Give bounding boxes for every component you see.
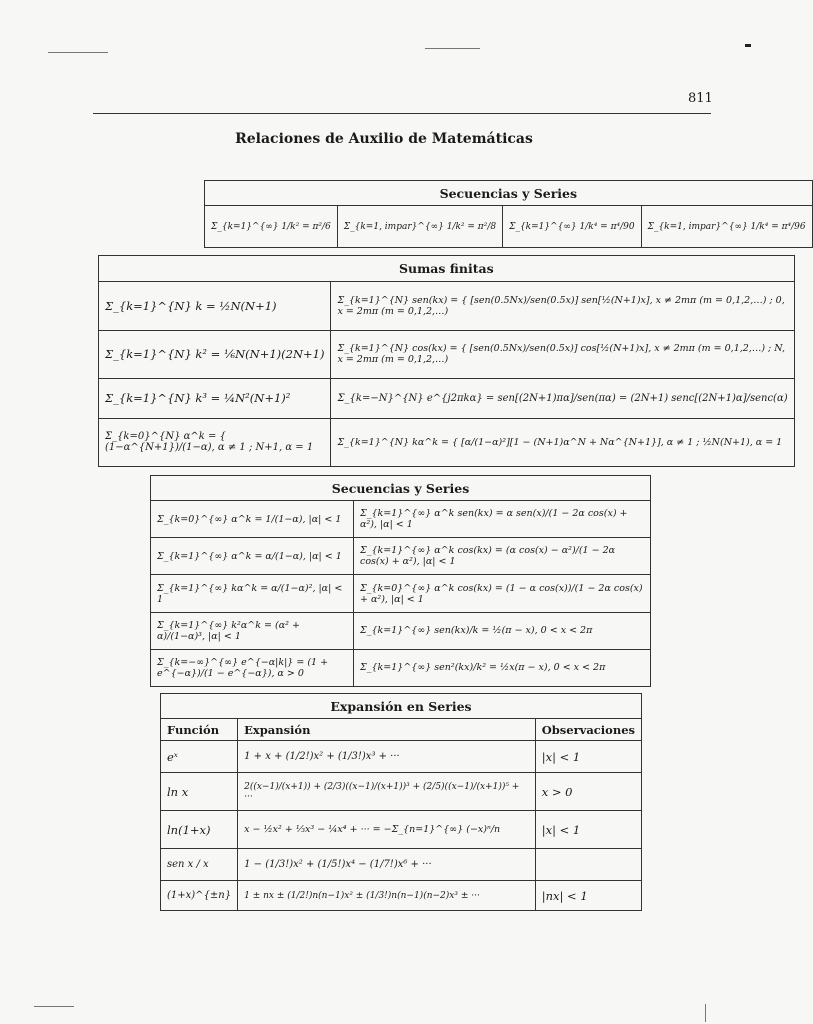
page-number: 811 [688, 91, 713, 106]
formula-cell: Σ_{k=1, impar}^{∞} 1/k² = π²/8 [337, 206, 502, 248]
formula-cell: Σ_{k=1}^{N} k = ½N(N+1) [99, 282, 331, 330]
formula-cell: Σ_{k=1}^{∞} 1/k⁴ = π⁴/90 [503, 206, 641, 248]
formula-cell: Σ_{k=1}^{∞} α^k sen(kx) = α sen(x)/(1 − 2α cos(x) + α²), |α| < 1 [354, 501, 651, 538]
table-series-expansion [160, 693, 642, 911]
expansion-cell: 1 + x + (1/2!)x² + (1/3!)x³ + ··· [238, 741, 536, 773]
expansion-cell: x − ½x² + ⅓x³ − ¼x⁴ + ··· = −Σ_{n=1}^{∞} (−x)ⁿ/n [238, 811, 536, 849]
formula-cell: Σ_{k=1}^{N} kα^k = { [α/(1−α)²][1 − (N+1)α^N + Nα^{N+1}], α ≠ 1 ; ½N(N+1), α = 1 [331, 418, 794, 466]
function-cell: ln x [161, 773, 238, 811]
table-caption: Expansión en Series [161, 694, 642, 719]
formula-cell: Σ_{k=1}^{∞} α^k = α/(1−α), |α| < 1 [151, 538, 354, 575]
formula-cell: Σ_{k=1}^{∞} 1/k² = π²/6 [205, 206, 338, 248]
formula-cell: Σ_{k=0}^{∞} α^k cos(kx) = (1 − α cos(x))/(1 − 2α cos(x) + α²), |α| < 1 [354, 575, 651, 612]
expansion-cell: 1 ± nx ± (1/2!)n(n−1)x² ± (1/3!)n(n−1)(n−2)x³ ± ··· [238, 881, 536, 911]
column-header-expansion: Expansión [238, 719, 536, 741]
column-header-function: Función [161, 719, 238, 741]
formula-cell: Σ_{k=1}^{∞} sen²(kx)/k² = ½x(π − x), 0 < x < 2π [354, 649, 651, 686]
table-series [150, 475, 651, 687]
scan-mark [425, 48, 480, 49]
table-infinite-sums [204, 180, 813, 248]
observation-cell: |nx| < 1 [535, 881, 641, 911]
table-caption: Secuencias y Series [205, 181, 813, 206]
scan-mark [48, 52, 108, 53]
observation-cell [535, 849, 641, 881]
observation-cell: x > 0 [535, 773, 641, 811]
function-cell: (1+x)^{±n} [161, 881, 238, 911]
expansion-cell: 2((x−1)/(x+1)) + (2/3)((x−1)/(x+1))³ + (2/5)((x−1)/(x+1))⁵ + ··· [238, 773, 536, 811]
formula-cell: Σ_{k=1}^{∞} α^k cos(kx) = (α cos(x) − α²)/(1 − 2α cos(x) + α²), |α| < 1 [354, 538, 651, 575]
formula-cell: Σ_{k=−N}^{N} e^{j2πkα} = sen[(2N+1)πα]/sen(πα) = (2N+1) senc[(2N+1)α]/senc(α) [331, 378, 794, 418]
formula-cell: Σ_{k=1}^{N} cos(kx) = { [sen(0.5Nx)/sen(0.5x)] cos[½(N+1)x], x ≠ 2mπ (m = 0,1,2,…) ; N, x = 2mπ (m = 0,1,2,…) [331, 330, 794, 378]
formula-cell: Σ_{k=0}^{∞} α^k = 1/(1−α), |α| < 1 [151, 501, 354, 538]
formula-cell: Σ_{k=1}^{∞} k²α^k = (α² + α)/(1−α)³, |α| < 1 [151, 612, 354, 649]
formula-cell: Σ_{k=1}^{∞} kα^k = α/(1−α)², |α| < 1 [151, 575, 354, 612]
column-header-observations: Observaciones [535, 719, 641, 741]
function-cell: eˣ [161, 741, 238, 773]
table-finite-sums [98, 255, 795, 467]
formula-cell: Σ_{k=1}^{∞} sen(kx)/k = ½(π − x), 0 < x < 2π [354, 612, 651, 649]
header-rule [93, 113, 711, 114]
formula-cell: Σ_{k=−∞}^{∞} e^{−α|k|} = (1 + e^{−α})/(1 − e^{−α}), α > 0 [151, 649, 354, 686]
formula-cell: Σ_{k=1}^{N} k² = ⅙N(N+1)(2N+1) [99, 330, 331, 378]
function-cell: ln(1+x) [161, 811, 238, 849]
observation-cell: |x| < 1 [535, 741, 641, 773]
formula-cell: Σ_{k=1}^{N} k³ = ¼N²(N+1)² [99, 378, 331, 418]
expansion-cell: 1 − (1/3!)x² + (1/5!)x⁴ − (1/7!)x⁶ + ··· [238, 849, 536, 881]
table-caption: Secuencias y Series [151, 476, 651, 501]
formula-cell: Σ_{k=1, impar}^{∞} 1/k⁴ = π⁴/96 [641, 206, 812, 248]
scan-mark [705, 1004, 706, 1022]
formula-cell: Σ_{k=0}^{N} α^k = { (1−α^{N+1})/(1−α), α ≠ 1 ; N+1, α = 1 [99, 418, 331, 466]
observation-cell: |x| < 1 [535, 811, 641, 849]
function-cell: sen x / x [161, 849, 238, 881]
scan-mark [34, 1006, 74, 1007]
page-title: Relaciones de Auxilio de Matemáticas [235, 131, 533, 147]
formula-cell: Σ_{k=1}^{N} sen(kx) = { [sen(0.5Nx)/sen(0.5x)] sen[½(N+1)x], x ≠ 2mπ (m = 0,1,2,…) ; 0, x = 2mπ (m = 0,1,2,…) [331, 282, 794, 330]
scan-mark [745, 44, 751, 47]
table-caption: Sumas finitas [99, 256, 795, 282]
